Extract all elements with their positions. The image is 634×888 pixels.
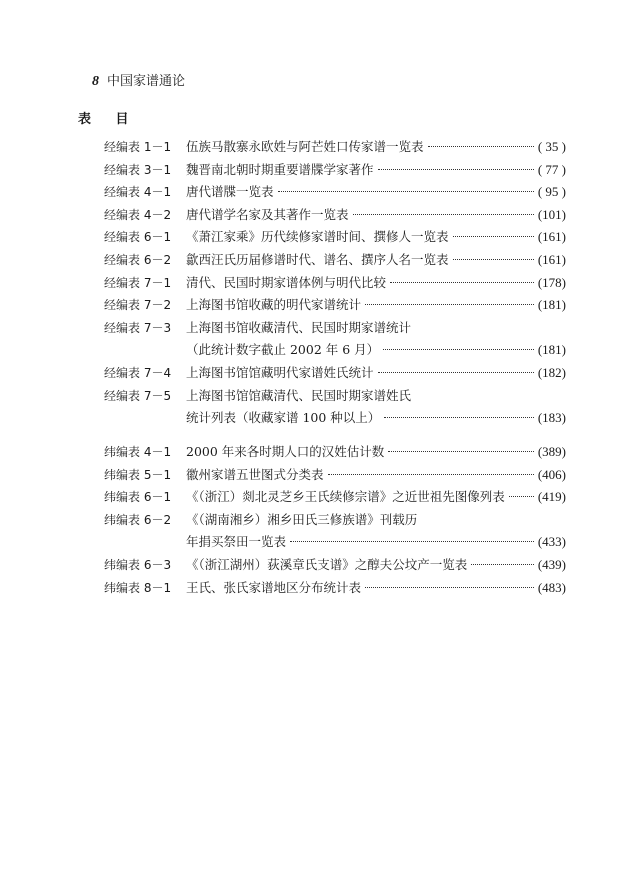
toc-entry: [186, 249, 566, 271]
table-title: 唐代谱牒一览表: [186, 184, 274, 200]
page-reference: (182): [537, 365, 566, 380]
table-code: 经编表 6－1: [104, 230, 172, 245]
toc-row: [0, 249, 634, 271]
toc-row: [0, 204, 634, 226]
page-reference: (178): [537, 274, 566, 290]
table-title: 王氏、张氏家谱地区分布统计表: [186, 579, 362, 595]
table-title: 上海图书馆馆藏明代家谱姓氏统计: [186, 365, 374, 380]
dot-leader: [453, 259, 534, 260]
table-title: 《（浙江）剡北灵芝乡王氏续修宗谱》之近世祖先图像列表: [186, 489, 505, 505]
table-code: 纬编表 6－2: [104, 512, 172, 527]
dot-leader: [328, 474, 534, 475]
dot-leader: [365, 587, 534, 588]
page-reference: (406): [537, 466, 566, 482]
toc-row: [0, 486, 634, 508]
table-title: 年捐买祭田一览表: [186, 534, 287, 550]
table-title: 唐代谱学名家及其著作一览表: [186, 206, 349, 222]
table-code: 经编表 7－2: [104, 298, 172, 313]
toc-entry: [186, 339, 566, 361]
page-reference: ( 95 ): [537, 184, 566, 200]
page-number: 8: [92, 74, 99, 89]
toc-entry: [186, 509, 566, 531]
toc-row: [0, 407, 634, 429]
toc-row: [0, 136, 634, 158]
toc-entry: [186, 486, 566, 508]
toc-entry: [186, 159, 566, 181]
toc-row: [0, 362, 634, 384]
table-code: 经编表 7－1: [104, 275, 172, 290]
dot-leader: [471, 564, 534, 565]
page-reference: (183): [537, 410, 566, 426]
toc-row: [0, 464, 634, 486]
table-title: 上海图书馆收藏的明代家谱统计: [186, 297, 362, 313]
page-reference: ( 77 ): [537, 161, 566, 177]
table-title: 《萧江家乘》历代续修家谱时间、撰修人一览表: [186, 229, 449, 245]
page-reference: (439): [537, 557, 566, 572]
toc-entry: [186, 577, 566, 599]
page-reference: ( 35 ): [537, 139, 566, 154]
toc-row: [0, 181, 634, 203]
page-reference: (181): [537, 342, 566, 358]
toc-entry: [186, 441, 566, 463]
dot-leader: [384, 417, 534, 418]
table-code: 纬编表 4－1: [104, 445, 172, 459]
table-code: 经编表 4－1: [104, 185, 172, 200]
table-title: 《（湖南湘乡）湘乡田氏三修族谱》刊载历: [186, 511, 418, 527]
toc-row: [0, 577, 634, 599]
table-code: 纬编表 5－1: [104, 467, 172, 482]
section-title: 表 目: [78, 112, 139, 127]
page-reference: (483): [537, 579, 566, 595]
page-reference: (433): [537, 534, 566, 550]
table-code: 经编表 7－4: [104, 366, 172, 380]
table-code: 经编表 7－5: [104, 388, 172, 403]
table-title: 上海图书馆馆藏清代、民国时期家谱姓氏: [186, 387, 412, 403]
book-title: 中国家谱通论: [107, 74, 186, 89]
dot-leader: [278, 191, 534, 192]
table-code: 经编表 3－1: [104, 162, 172, 177]
page-reference: (389): [537, 444, 566, 459]
table-title: 上海图书馆收藏清代、民国时期家谱统计: [186, 319, 412, 335]
toc-entry: [186, 226, 566, 248]
dot-leader: [378, 372, 534, 373]
table-code: 经编表 4－2: [104, 207, 172, 222]
toc-entry: [186, 272, 566, 294]
dot-leader: [365, 304, 534, 305]
table-title: 徽州家谱五世图式分类表: [186, 466, 324, 482]
table-code: 纬编表 6－1: [104, 490, 172, 505]
toc-row: [0, 317, 634, 339]
table-title: 魏晋南北朝时期重要谱牒学家著作: [186, 161, 374, 177]
dot-leader: [290, 541, 534, 542]
toc-entry: [186, 407, 566, 429]
dot-leader: [453, 236, 534, 237]
page-reference: (161): [537, 229, 566, 245]
toc-entry: [186, 531, 566, 553]
dot-leader: [509, 496, 534, 497]
page-reference: (161): [537, 252, 566, 267]
toc-entry: [186, 294, 566, 316]
table-title: 《（浙江湖州）荻溪章氏支谱》之醇夫公坟产一览表: [186, 557, 468, 572]
table-code: 纬编表 6－3: [104, 558, 172, 572]
toc-row: [0, 385, 634, 407]
dot-leader: [428, 146, 534, 147]
table-title: （此统计数字截止 2002 年 6 月）: [186, 342, 380, 358]
table-title: 清代、民国时期家谱体例与明代比较: [186, 274, 387, 290]
dot-leader: [353, 214, 534, 215]
toc-row: [0, 272, 634, 294]
page-reference: (419): [537, 489, 566, 505]
toc-row: [0, 294, 634, 316]
table-code: 经编表 6－2: [104, 253, 172, 267]
toc-entry: [186, 204, 566, 226]
table-title: 伍族马散寨永欧姓与阿芒姓口传家谱一览表: [186, 139, 424, 154]
toc-entry: [186, 385, 566, 407]
toc-entry: [186, 554, 566, 576]
dot-leader: [390, 282, 534, 283]
dot-leader: [378, 169, 534, 170]
table-code: 经编表 1－1: [104, 140, 172, 154]
toc-row: [0, 226, 634, 248]
table-title: 2000 年来各时期人口的汉姓估计数: [186, 444, 385, 459]
table-code: 纬编表 8－1: [104, 580, 172, 595]
toc-entry: [186, 464, 566, 486]
toc-row: [0, 339, 634, 361]
page-reference: (101): [537, 206, 566, 222]
toc-entry: [186, 181, 566, 203]
toc-entry: [186, 136, 566, 158]
toc-row: [0, 554, 634, 576]
toc-entry: [186, 317, 566, 339]
table-title: 统计列表（收藏家谱 100 种以上）: [186, 410, 381, 426]
dot-leader: [388, 451, 534, 452]
running-header: [92, 70, 185, 90]
toc-row: [0, 159, 634, 181]
dot-leader: [383, 349, 534, 350]
toc-entry: [186, 362, 566, 384]
table-code: 经编表 7－3: [104, 320, 172, 335]
page-reference: (181): [537, 297, 566, 313]
table-title: 歙西汪氏历届修谱时代、谱名、撰序人名一览表: [186, 252, 449, 267]
toc-row: [0, 531, 634, 553]
toc-row: [0, 509, 634, 531]
toc-row: [0, 441, 634, 463]
